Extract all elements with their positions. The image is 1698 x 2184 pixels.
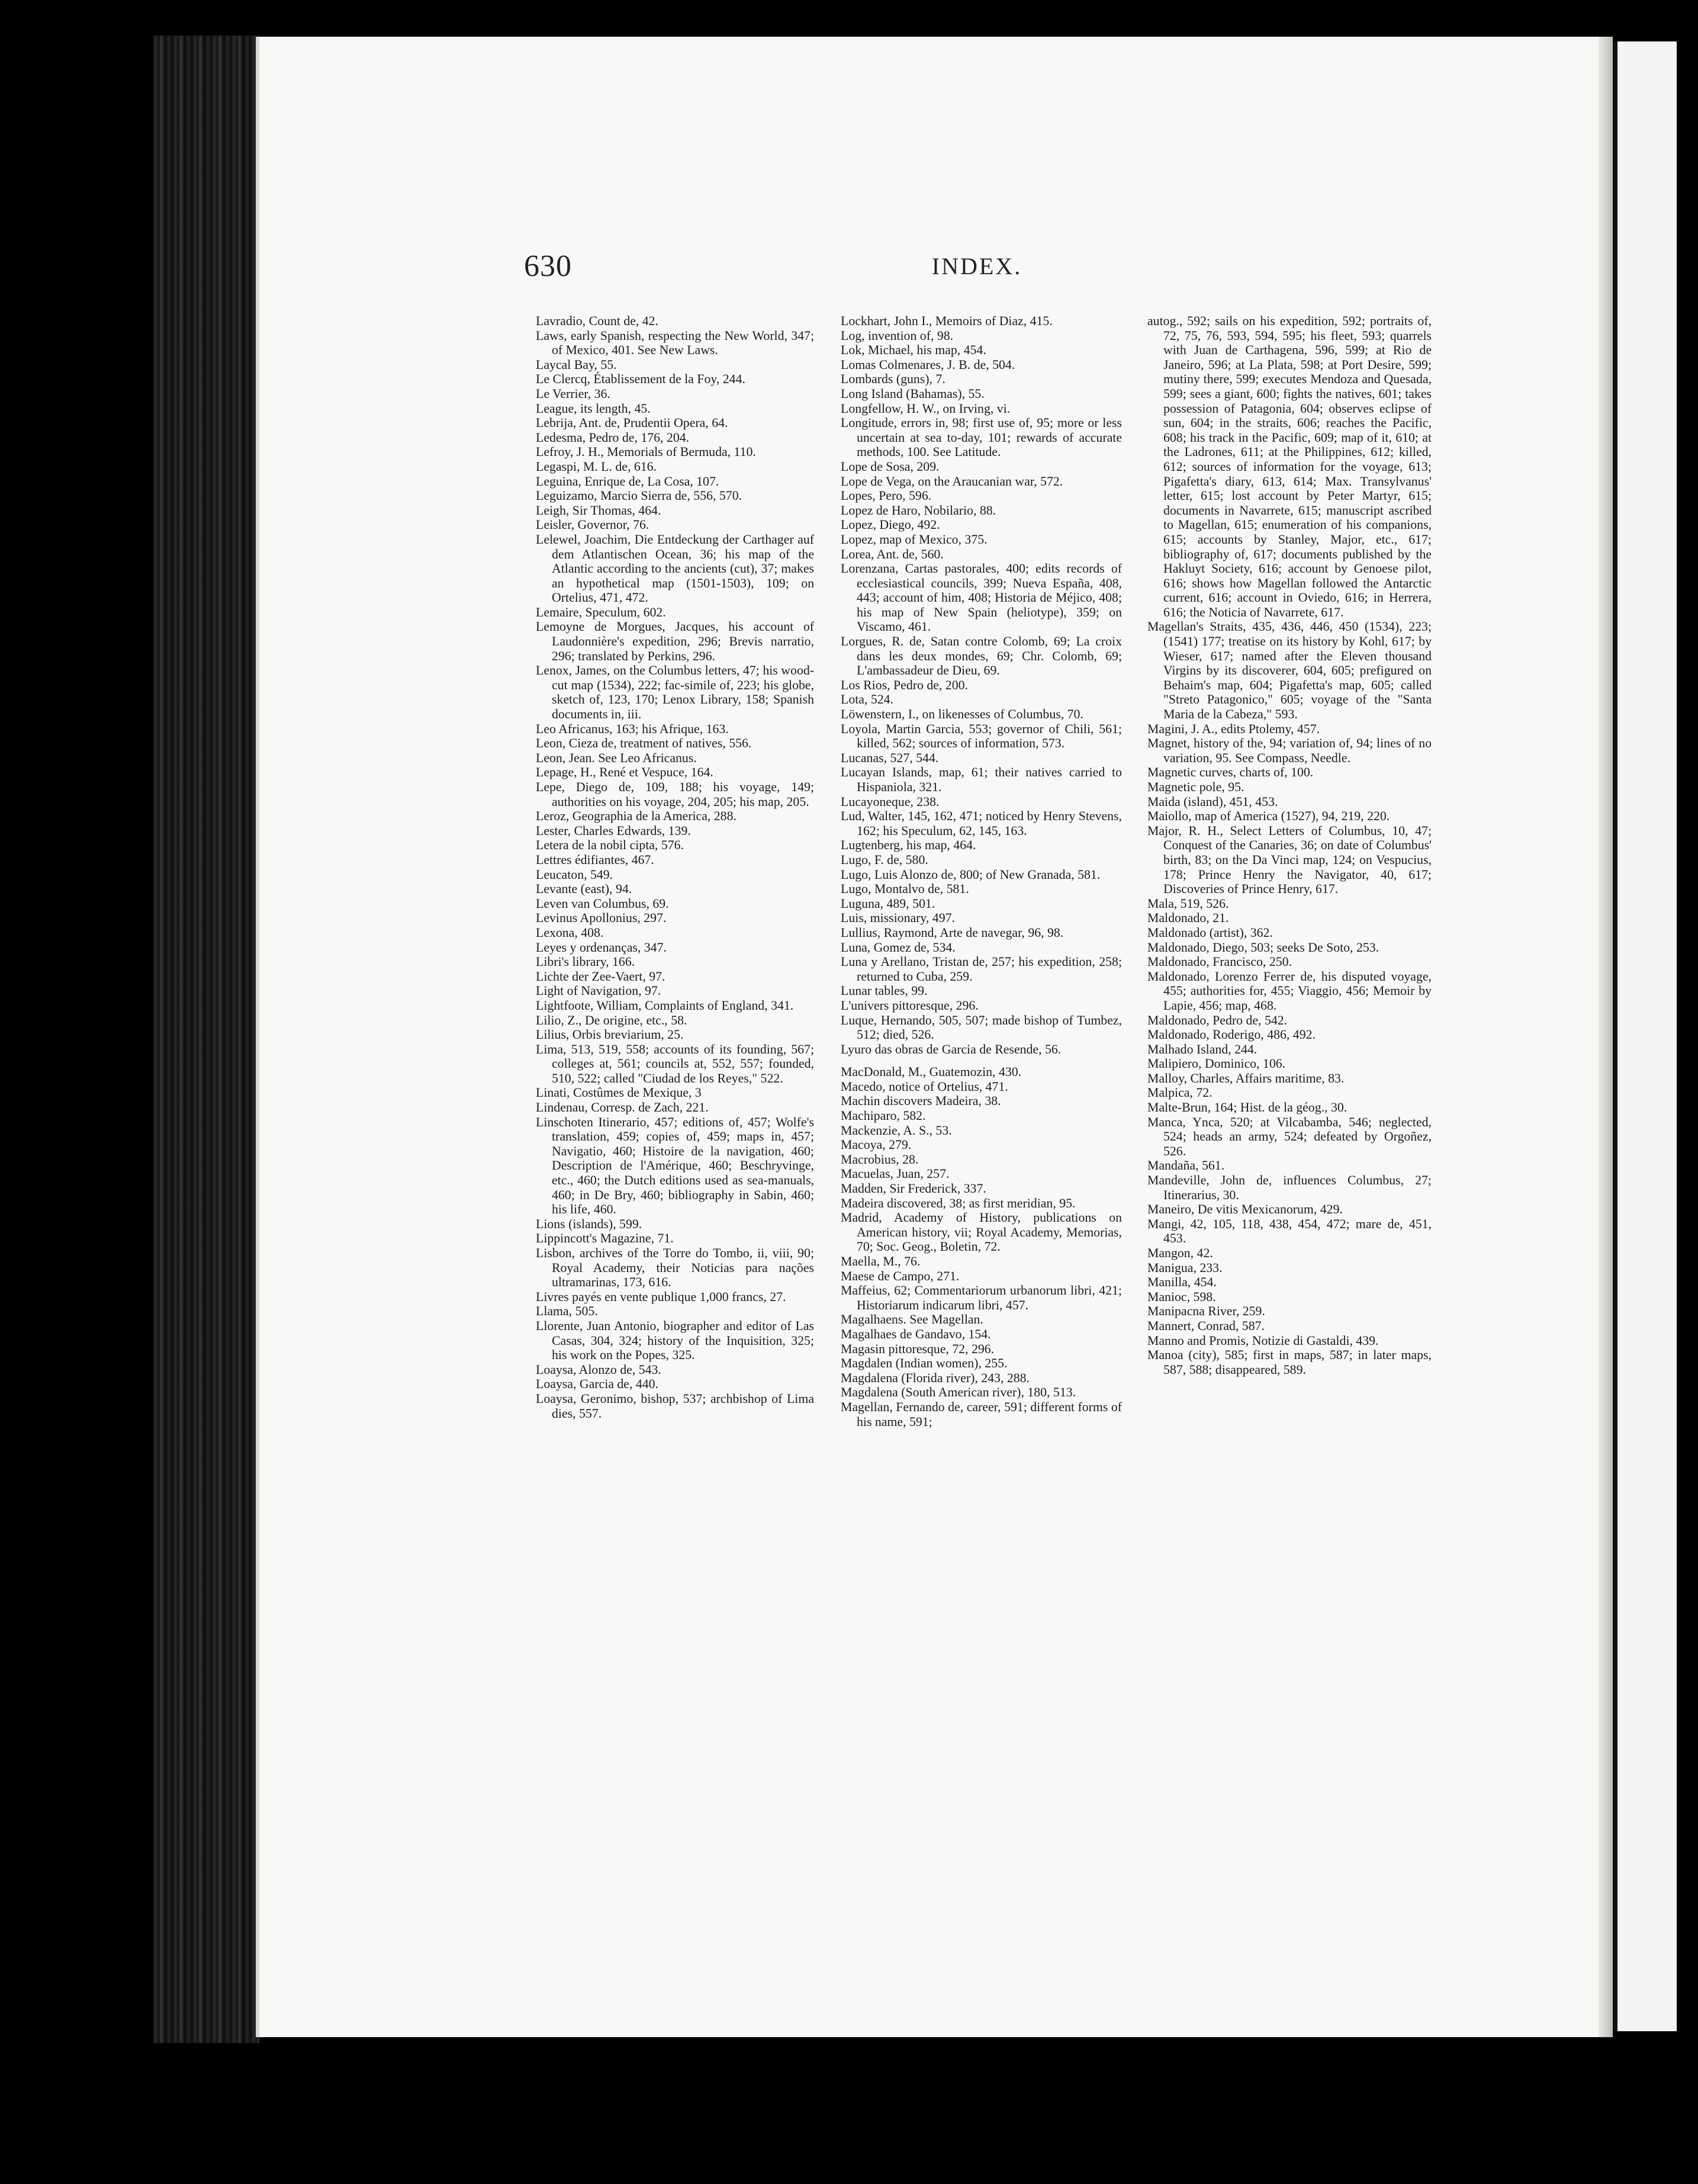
index-entry: Lefroy, J. H., Memorials of Bermuda, 110. [536, 445, 756, 460]
index-entry: Lopez, Diego, 492. [841, 518, 940, 532]
index-entry: Loaysa, Alonzo de, 543. [536, 1362, 661, 1377]
index-entry: Mandaña, 561. [1147, 1158, 1225, 1173]
index-entry: Magnetic pole, 95. [1147, 780, 1244, 794]
index-entry: Le Clercq, Établissement de la Foy, 244. [536, 372, 745, 387]
index-entry: Lebrija, Ant. de, Prudentii Opera, 64. [536, 416, 728, 431]
book-spine [153, 36, 259, 2043]
index-entry: Mangon, 42. [1147, 1246, 1213, 1260]
index-entry: Maldonado, Diego, 503; seeks De Soto, 253. [1147, 940, 1379, 955]
index-entry: Maldonado, Lorenzo Ferrer de, his disputed voyage, 455; authorities for, 455; Viaggio, 456; Memoir by Lapie, 456; map, 468. [1147, 969, 1432, 1013]
index-entry: Magdalen (Indian women), 255. [841, 1356, 1008, 1371]
index-entry: Lockhart, John I., Memoirs of Diaz, 415. [841, 314, 1053, 328]
index-entry: Magini, J. A., edits Ptolemy, 457. [1147, 721, 1320, 736]
index-entry: Maella, M., 76. [841, 1254, 921, 1268]
index-entry: Lucayan Islands, map, 61; their natives carried to Hispaniola, 321. [841, 765, 1122, 794]
index-entry: Madden, Sir Frederick, 337. [841, 1181, 986, 1196]
index-entry: Le Verrier, 36. [536, 386, 610, 401]
index-entry: Lilio, Z., De origine, etc., 58. [536, 1013, 687, 1027]
index-entry: Light of Navigation, 97. [536, 984, 661, 998]
index-entry: Lippincott's Magazine, 71. [536, 1231, 674, 1246]
index-entry: Lepe, Diego de, 109, 188; his voyage, 149; authorities on his voyage, 204, 205; his map, 205. [536, 780, 814, 809]
page-number: 630 [524, 249, 572, 283]
page-edge [1599, 37, 1613, 2037]
index-entry: Malipiero, Dominico, 106. [1147, 1056, 1286, 1071]
index-entry: Maiollo, map of America (1527), 94, 219, 220. [1147, 809, 1390, 824]
index-entry: Manioc, 598. [1147, 1289, 1216, 1304]
index-entry: Leigh, Sir Thomas, 464. [536, 503, 661, 518]
index-entry: Linati, Costûmes de Mexique, 3 [536, 1085, 702, 1100]
index-entry: Maldonado, Roderigo, 486, 492. [1147, 1027, 1316, 1042]
index-entry: Lugo, F. de, 580. [841, 852, 928, 867]
index-entry: Machin discovers Madeira, 38. [841, 1094, 1001, 1109]
index-entry: League, its length, 45. [536, 401, 651, 416]
index-entry: Leo Africanus, 163; his Afrique, 163. [536, 721, 729, 736]
index-entry: Lorgues, R. de, Satan contre Colomb, 69; La croix dans les deux mondes, 69; Chr. Colomb, 69; L'ambassadeur de Dieu, 69. [841, 634, 1122, 678]
index-entry: Lota, 524. [841, 692, 893, 707]
index-entry: Manca, Ynca, 520; at Vilcabamba, 546; neglected, 524; heads an army, 524; defeated by Orgoñez, 526. [1147, 1115, 1432, 1158]
index-entry: Lemoyne de Morgues, Jacques, his account of Laudonnière's expedition, 296; Brevis narratio, 296; translated by Perkins, 296. [536, 619, 814, 663]
index-entry: Lilius, Orbis breviarium, 25. [536, 1027, 684, 1042]
index-entry: Loaysa, Garcia de, 440. [536, 1377, 658, 1392]
index-entry: Malhado Island, 244. [1147, 1042, 1258, 1056]
index-entry: Long Island (Bahamas), 55. [841, 386, 985, 401]
index-entry: Mala, 519, 526. [1147, 896, 1229, 911]
index-entry: Levante (east), 94. [536, 882, 632, 897]
index-column-3 [1147, 314, 1432, 1377]
index-entry: Magellan, Fernando de, career, 591; different forms of his name, 591; [841, 1399, 1122, 1429]
index-entry: Lopez de Haro, Nobilario, 88. [841, 503, 996, 518]
index-entry: Lichte der Zee-Vaert, 97. [536, 969, 665, 984]
index-entry: Ledesma, Pedro de, 176, 204. [536, 430, 690, 445]
index-entry: Levinus Apollonius, 297. [536, 911, 667, 926]
index-entry: Lavradio, Count de, 42. [536, 314, 659, 328]
index-entry: Lugtenberg, his map, 464. [841, 838, 976, 853]
index-entry: Malpica, 72. [1147, 1085, 1213, 1100]
index-entry: Lenox, James, on the Columbus letters, 47; his wood-cut map (1534), 222; fac-simile of, 223; his globe, sketch of, 123, 170; Lenox Library, 158; Spanish documents in, iii. [536, 663, 814, 722]
index-entry: Mackenzie, A. S., 53. [841, 1123, 952, 1138]
index-entry: Macrobius, 28. [841, 1152, 919, 1167]
index-entry: autog., 592; sails on his expedition, 592; portraits of, 72, 75, 76, 593, 594, 595; his fleet, 593; quarrels with Juan de Carthagena, 596, 599; at Rio de Janeiro, 596; at La Plata, 598; at Port Desire, 599; mutiny there, 599; executes Mendoza and Quesada, 599; sees a giant, 600; fights the natives, 601; takes possession of Patagonia, 604; observes eclipse of sun, 604; in the straits, 606; reaches the Pacific, 608; his track in the Pacific, 609; map of it, 610; at the Ladrones, 611; at the Philippines, 612; killed, 612; sources of information for the voyage, 613; Pigafetta's diary, 613, 614; Max. Transylvanus' letter, 615; lost account by Peter Martyr, 615; documents in Navarrete, 615; manuscript ascribed to Magellan, 615; enumeration of his companions, 615; accounts by Stanley, Major, etc., 617; bibliography of, 617; documents published by the Hakluyt Society, 616; account by Genoese pilot, 616; shows how Magellan followed the Antarctic current, 616; account in Oviedo, 616; in Herrera, 616; the Noticia of Navarrete, 617. [1147, 314, 1432, 619]
index-entry: Madeira discovered, 38; as first meridian, 95. [841, 1196, 1076, 1210]
index-entry: Macuelas, Juan, 257. [841, 1167, 950, 1181]
index-entry: MacDonald, M., Guatemozin, 430. [841, 1065, 1022, 1080]
index-entry: Malloy, Charles, Affairs maritime, 83. [1147, 1071, 1345, 1085]
index-column-1 [536, 314, 814, 1421]
index-entry: Laws, early Spanish, respecting the New World, 347; of Mexico, 401. See New Laws. [536, 328, 814, 358]
index-entry: Lok, Michael, his map, 454. [841, 343, 986, 358]
page-header [524, 249, 1430, 284]
index-entry: Macoya, 279. [841, 1138, 912, 1152]
index-entry: Lopes, Pero, 596. [841, 489, 932, 503]
index-entry: Leon, Cieza de, treatment of natives, 556. [536, 736, 752, 751]
index-entry: Leisler, Governor, 76. [536, 518, 649, 532]
index-entry: Luis, missionary, 497. [841, 911, 955, 926]
index-entry: Libri's library, 166. [536, 955, 635, 969]
index-entry: Loaysa, Geronimo, bishop, 537; archbishop of Lima dies, 557. [536, 1391, 814, 1421]
index-entry: Luna y Arellano, Tristan de, 257; his expedition, 258; returned to Cuba, 259. [841, 955, 1122, 984]
index-entry: Löwenstern, I., on likenesses of Columbus, 70. [841, 707, 1083, 722]
index-entry: Lemaire, Speculum, 602. [536, 605, 666, 619]
index-entry: Magdalena (South American river), 180, 513. [841, 1385, 1076, 1400]
index-entry: Maldonado, Pedro de, 542. [1147, 1013, 1288, 1027]
index-entry: Lettres édifiantes, 467. [536, 852, 654, 867]
index-entry: Macedo, notice of Ortelius, 471. [841, 1079, 1008, 1094]
index-entry: Lucayoneque, 238. [841, 794, 940, 809]
index-entry: Maffeius, 62; Commentariorum urbanorum libri, 421; Historiarum indicarum libri, 457. [841, 1283, 1122, 1312]
index-entry: Livres payés en vente publique 1,000 francs, 27. [536, 1289, 786, 1304]
index-entry: Lions (islands), 599. [536, 1216, 642, 1231]
index-entry: Lyuro das obras de Garcia de Resende, 56. [841, 1042, 1062, 1056]
index-entry: Leucaton, 549. [536, 867, 613, 882]
index-entry: Leven van Columbus, 69. [536, 896, 669, 911]
index-entry: Lunar tables, 99. [841, 984, 928, 998]
index-entry: Lorenzana, Cartas pastorales, 400; edits records of ecclesiastical councils, 399; Nueva España, 408, 443; account of him, 408; Historia de Méjico, 408; his map of New Spain (heliotype), 359; on Viscamo, 461. [841, 561, 1122, 634]
index-entry: Lepage, H., René et Vespuce, 164. [536, 765, 713, 780]
index-entry: Lelewel, Joachim, Die Entdeckung der Carthager auf dem Atlantischen Ocean, 36; his map of the Atlantic according to the ancients (cut), 37; makes an hypothetical map (1501-1503), 109; on Ortelius, 471, 472. [536, 532, 814, 605]
index-entry: Legaspi, M. L. de, 616. [536, 459, 657, 474]
index-entry: Maldonado, 21. [1147, 911, 1229, 926]
index-entry: Lisbon, archives of the Torre do Tombo, ii, viii, 90; Royal Academy, their Noticias para nações ultramarinas, 173, 616. [536, 1246, 814, 1290]
index-entry: Luna, Gomez de, 534. [841, 940, 956, 955]
index-column-2 [841, 314, 1122, 1429]
index-entry: Lombards (guns), 7. [841, 372, 946, 387]
index-entry: Mandeville, John de, influences Columbus, 27; Itinerarius, 30. [1147, 1173, 1432, 1202]
index-entry: Lucanas, 527, 544. [841, 750, 939, 765]
index-entry: Lester, Charles Edwards, 139. [536, 823, 691, 838]
index-entry: Lorea, Ant. de, 560. [841, 547, 944, 561]
index-entry: Manilla, 454. [1147, 1275, 1217, 1290]
index-entry: Magellan's Straits, 435, 436, 446, 450 (1534), 223; (1541) 177; treatise on its history by Kohl, 617; by Wieser, 617; named after the Eleven thousand Virgins by its discoverer, 604, 605; prefigured on Behaim's map, 604; Pigafetta's map, 605; called "Streto Patagonico," 605; voyage of the "Santa Maria de la Cabeza," 593. [1147, 619, 1432, 722]
index-entry: Lugo, Montalvo de, 581. [841, 882, 969, 897]
index-entry: Madrid, Academy of History, publications on American history, vii; Royal Academy, Memorias, 70; Soc. Geog., Boletin, 72. [841, 1210, 1122, 1254]
index-entry: Magasin pittoresque, 72, 296. [841, 1341, 995, 1356]
index-entry: Mangi, 42, 105, 118, 438, 454, 472; mare de, 451, 453. [1147, 1216, 1432, 1246]
index-entry: Manno and Promis, Notizie di Gastaldi, 439. [1147, 1333, 1379, 1348]
index-entry: Lullius, Raymond, Arte de navegar, 96, 98. [841, 925, 1064, 940]
index-entry: Magdalena (Florida river), 243, 288. [841, 1370, 1030, 1385]
index-entry: Manipacna River, 259. [1147, 1304, 1265, 1319]
index-entry: Manoa (city), 585; first in maps, 587; in later maps, 587, 588; disappeared, 589. [1147, 1348, 1432, 1377]
index-entry: L'univers pittoresque, 296. [841, 998, 979, 1013]
index-entry: Magalhaes de Gandavo, 154. [841, 1327, 991, 1341]
index-entry: Magnetic curves, charts of, 100. [1147, 765, 1314, 780]
index-entry: Luguna, 489, 501. [841, 896, 935, 911]
index-entry: Leguizamo, Marcio Sierra de, 556, 570. [536, 489, 742, 503]
index-entry: Lope de Sosa, 209. [841, 459, 940, 474]
index-entry: Malte-Brun, 164; Hist. de la géog., 30. [1147, 1100, 1348, 1115]
index-entry: Longfellow, H. W., on Irving, vi. [841, 401, 1011, 416]
index-entry: Lima, 513, 519, 558; accounts of its founding, 567; colleges at, 561; councils at, 552, 557; founded, 510, 522; called "Ciudad de los Reyes," 522. [536, 1042, 814, 1085]
index-entry: Laycal Bay, 55. [536, 357, 617, 372]
index-entry: Luque, Hernando, 505, 507; made bishop of Tumbez, 512; died, 526. [841, 1013, 1122, 1042]
index-entry: Leroz, Geographia de la America, 288. [536, 809, 737, 824]
running-title: INDEX. [931, 253, 1022, 280]
index-entry: Llama, 505. [536, 1304, 598, 1319]
index-entry: Linschoten Itinerario, 457; editions of, 457; Wolfe's translation, 459; copies of, 459; maps in, 457; Navigatio, 460; Histoire de la navigation, 460; Description de l'Amérique, 460; Beschryvinge, etc., 460; the Dutch editions used as sea-manuals, 460; in De Bry, 460; bibliography in Sabin, 460; his life, 460. [536, 1115, 814, 1217]
index-entry: Los Rios, Pedro de, 200. [841, 677, 968, 692]
index-entry: Maldonado (artist), 362. [1147, 925, 1273, 940]
index-entry: Maldonado, Francisco, 250. [1147, 955, 1292, 969]
index-entry: Log, invention of, 98. [841, 328, 954, 343]
index-entry: Major, R. H., Select Letters of Columbus, 10, 47; Conquest of the Canaries, 36; on date of Columbus' birth, 83; on the Da Vinci map, 124; on Vespucius, 178; Prince Henry the Navigator, 40, 617; Discoveries of Prince Henry, 617. [1147, 823, 1432, 897]
index-entry: Lud, Walter, 145, 162, 471; noticed by Henry Stevens, 162; his Speculum, 62, 145, 163. [841, 809, 1122, 838]
index-entry: Mannert, Conrad, 587. [1147, 1318, 1265, 1333]
index-entry: Longitude, errors in, 98; first use of, 95; more or less uncertain at sea to-day, 101; rewards of accurate methods, 100. See Latitude. [841, 416, 1122, 460]
index-entry: Lindenau, Corresp. de Zach, 221. [536, 1100, 709, 1115]
index-entry: Machiparo, 582. [841, 1109, 926, 1123]
facing-page-strip [1613, 41, 1677, 2031]
index-entry: Letera de la nobil cipta, 576. [536, 838, 684, 853]
index-entry: Loyola, Martin Garcia, 553; governor of Chili, 561; killed, 562; sources of information, 573. [841, 721, 1122, 751]
index-entry: Maida (island), 451, 453. [1147, 794, 1278, 809]
index-entry: Lightfoote, William, Complaints of England, 341. [536, 998, 794, 1013]
index-entry: Lugo, Luis Alonzo de, 800; of New Granada, 581. [841, 867, 1101, 882]
index-entry: Maese de Campo, 271. [841, 1268, 960, 1283]
index-entry: Magalhaens. See Magellan. [841, 1312, 983, 1327]
index-entry: Maneiro, De vitis Mexicanorum, 429. [1147, 1202, 1343, 1217]
index-entry: Lomas Colmenares, J. B. de, 504. [841, 357, 1015, 372]
index-entry: Lexona, 408. [536, 925, 604, 940]
index-entry: Leyes y ordenanças, 347. [536, 940, 667, 955]
index-entry: Leon, Jean. See Leo Africanus. [536, 750, 697, 765]
index-entry: Lope de Vega, on the Araucanian war, 572. [841, 474, 1063, 489]
index-entry: Manigua, 233. [1147, 1260, 1223, 1275]
index-entry: Magnet, history of the, 94; variation of, 94; lines of no variation, 95. See Compass, Needle. [1147, 736, 1432, 765]
index-entry: Llorente, Juan Antonio, biographer and editor of Las Casas, 304, 324; history of the Inquisition, 325; his work on the Popes, 325. [536, 1318, 814, 1363]
index-entry: Lopez, map of Mexico, 375. [841, 532, 988, 547]
index-entry: Leguina, Enrique de, La Cosa, 107. [536, 474, 719, 489]
